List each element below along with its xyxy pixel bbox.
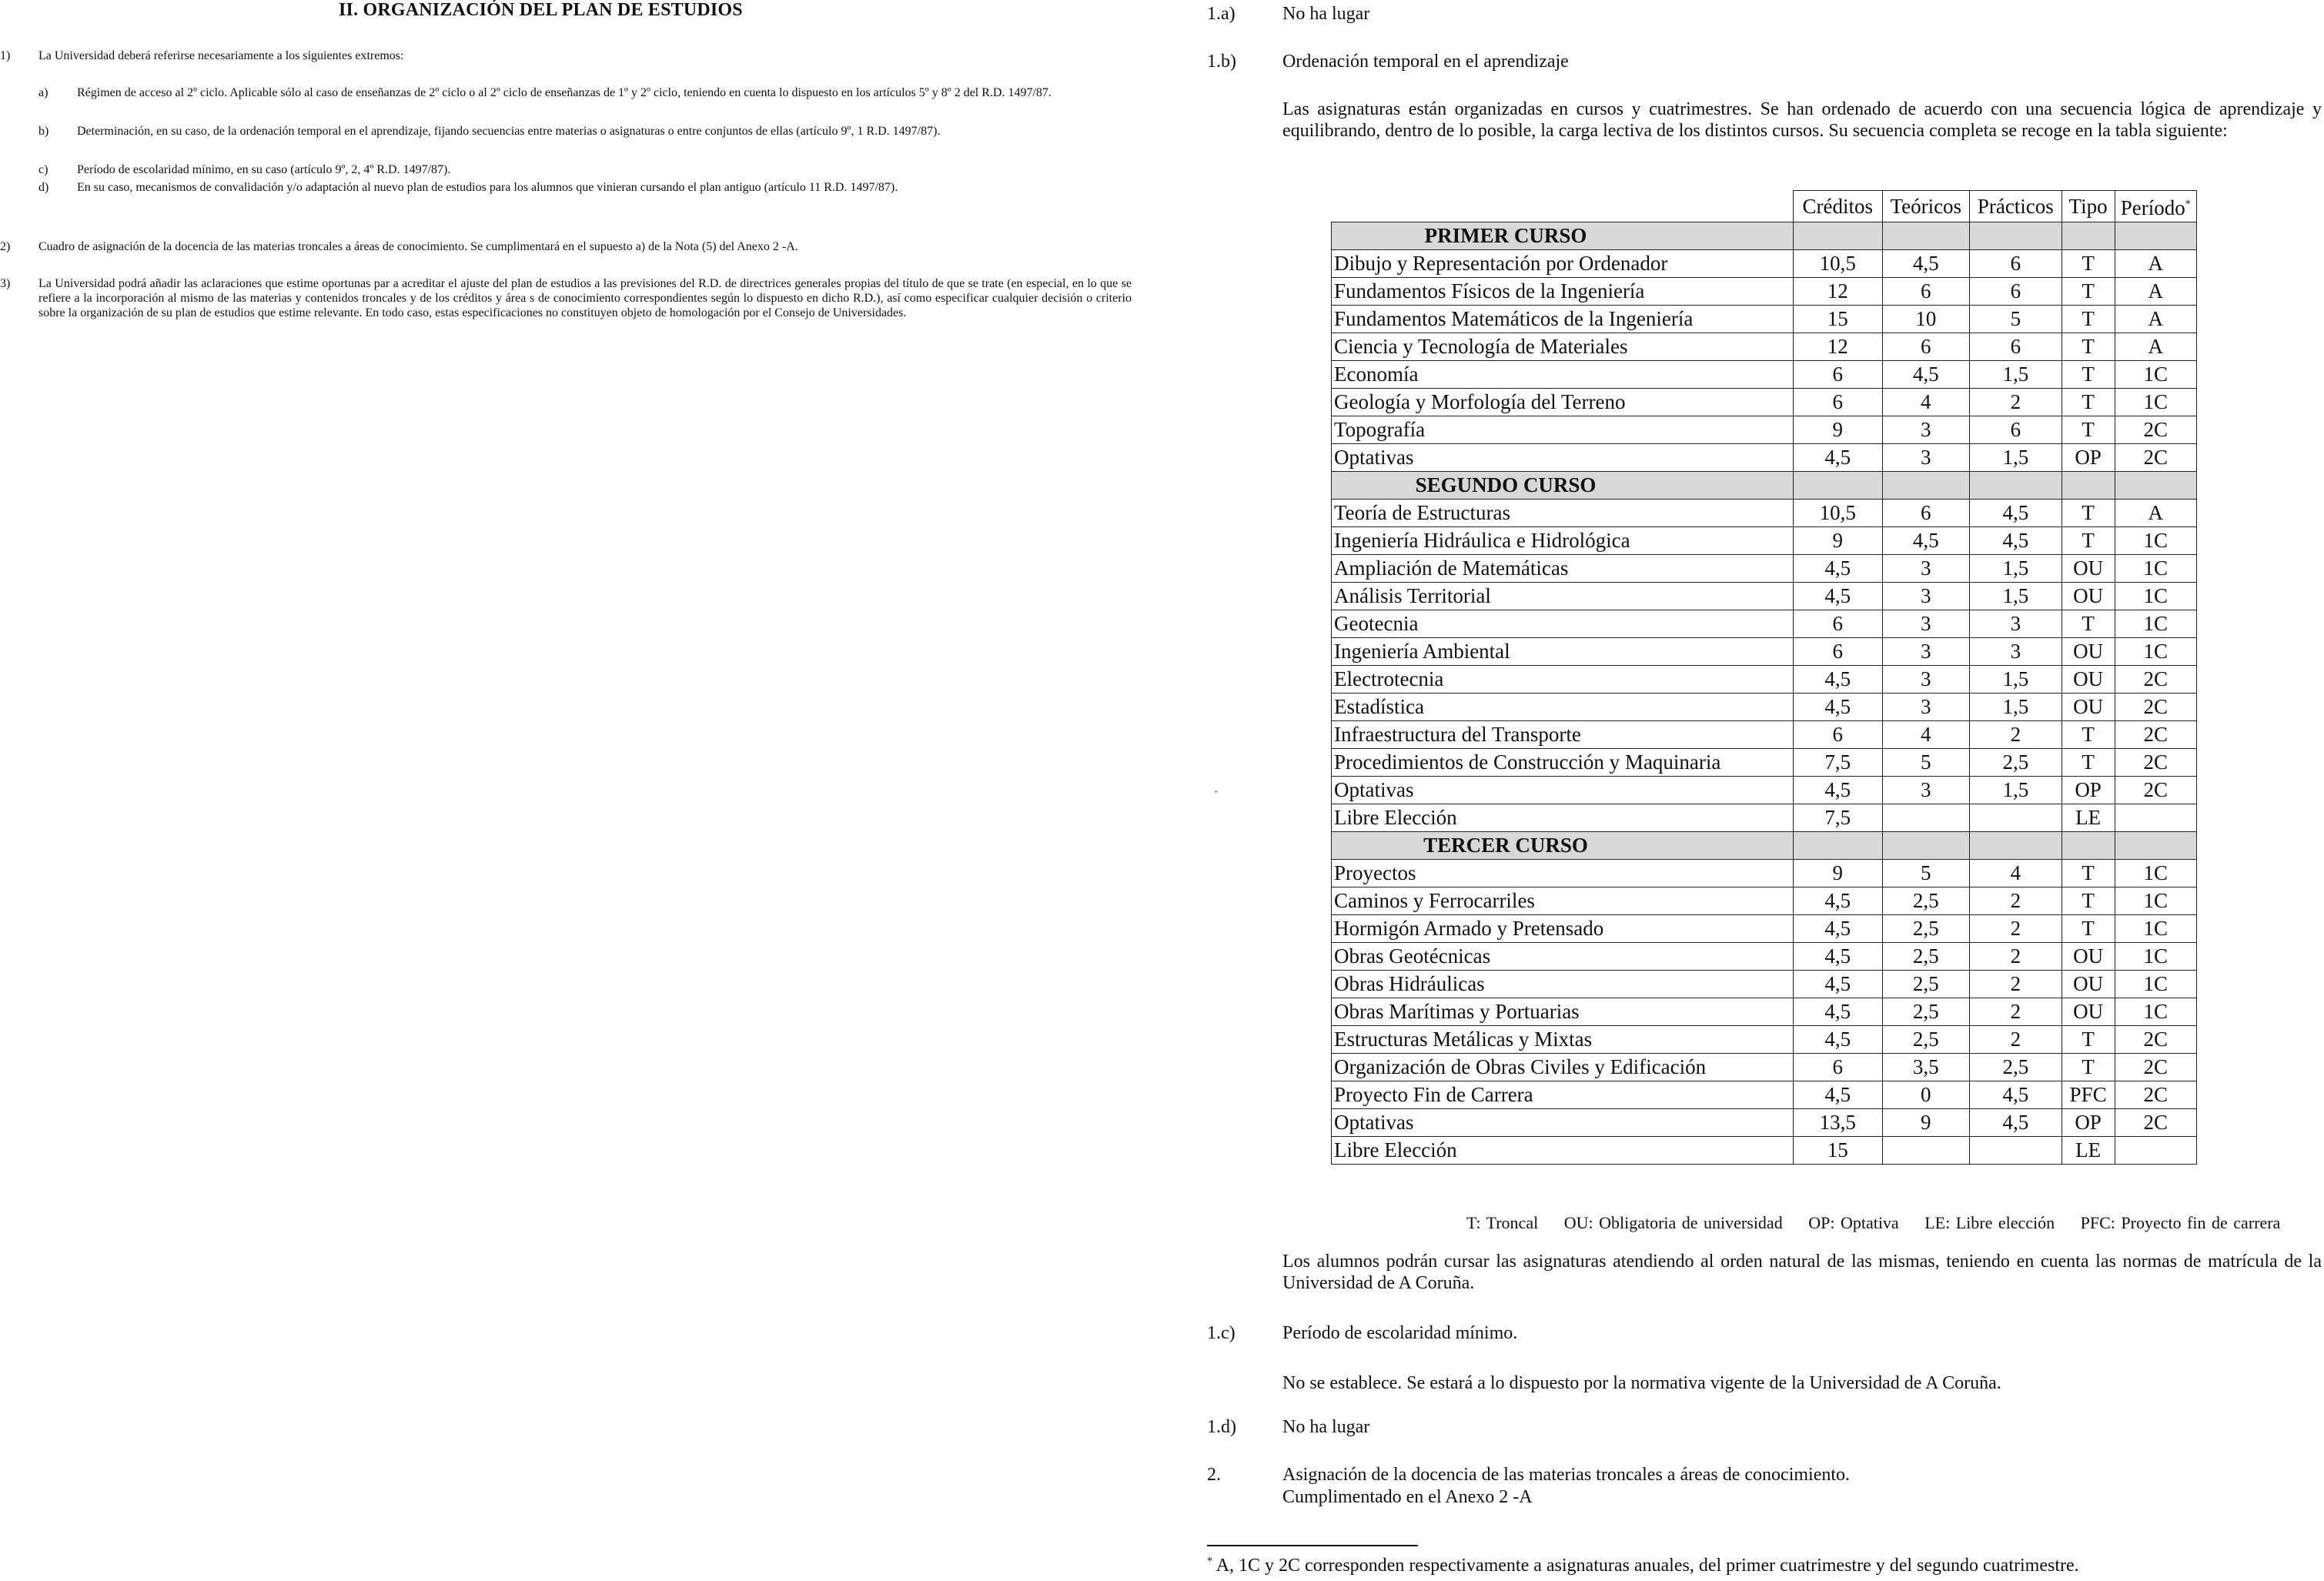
table-cell: 12 [1794, 278, 1883, 306]
table-cell: 4,5 [1882, 527, 1970, 555]
table-cell: 1,5 [1970, 583, 2062, 610]
table-cell: 2,5 [1970, 749, 2062, 777]
table-cell: 4,5 [1794, 583, 1883, 610]
table-row [1332, 278, 2197, 306]
table-cell: 1C [2115, 610, 2196, 638]
section-1a-text: No ha lugar [1282, 4, 1370, 24]
subitem-c-letter: c) [38, 163, 48, 176]
scan-speck [1215, 790, 1217, 793]
table-cell: 4,5 [1794, 971, 1883, 998]
table-cell: 1C [2115, 860, 2196, 887]
table-cell: A [2115, 306, 2196, 333]
table-cell: 1,5 [1970, 777, 2062, 804]
table-cell: 2C [2115, 444, 2196, 472]
table-cell: OP [2062, 1109, 2115, 1137]
table-row [1332, 694, 2197, 721]
table-cell: 2,5 [1882, 943, 1970, 971]
table-cell [2115, 1137, 2196, 1165]
table-cell: 6 [1794, 1054, 1883, 1081]
section-title: SEGUNDO CURSO [1332, 472, 1794, 500]
table-cell: 4,5 [1794, 666, 1883, 694]
note-1-text: La Universidad deberá referirse necesariamente a los siguientes extremos: [38, 49, 404, 62]
table-row [1332, 1137, 2197, 1165]
subject-name-cell: Ingeniería Hidráulica e Hidrológica [1332, 527, 1794, 555]
table-row [1332, 749, 2197, 777]
table-cell: 1C [2115, 389, 2196, 416]
table-cell: 2 [1970, 887, 2062, 915]
section-2-label: 2. [1207, 1465, 1221, 1485]
table-cell: 2 [1970, 998, 2062, 1026]
table-cell: T [2062, 915, 2115, 943]
table-row [1332, 971, 2197, 998]
table-cell: 4 [1882, 721, 1970, 749]
table-row [1332, 915, 2197, 943]
table-cell [1882, 1137, 1970, 1165]
subject-name-cell: Estructuras Metálicas y Mixtas [1332, 1026, 1794, 1054]
table-cell: LE [2062, 1137, 2115, 1165]
table-cell: OU [2062, 998, 2115, 1026]
table-cell: T [2062, 721, 2115, 749]
table-cell: 15 [1794, 1137, 1883, 1165]
table-cell: 2C [2115, 1054, 2196, 1081]
table-section-row [1332, 832, 2197, 860]
table-cell: 2,5 [1882, 998, 1970, 1026]
table-cell: 6 [1794, 610, 1883, 638]
table-cell: 1C [2115, 915, 2196, 943]
table-cell: 1,5 [1970, 444, 2062, 472]
table-row [1332, 1081, 2197, 1109]
table-cell: 1C [2115, 971, 2196, 998]
table-row [1332, 250, 2197, 278]
subject-name-cell: Ampliación de Matemáticas [1332, 555, 1794, 583]
table-cell: T [2062, 361, 2115, 389]
table-cell: 3 [1970, 638, 2062, 666]
table-cell: 3 [1882, 694, 1970, 721]
table-cell: 1C [2115, 998, 2196, 1026]
table-cell: OP [2062, 777, 2115, 804]
table-cell: 2C [2115, 1109, 2196, 1137]
table-cell: A [2115, 500, 2196, 527]
table-cell: 4,5 [1794, 555, 1883, 583]
subject-name-cell: Caminos y Ferrocarriles [1332, 887, 1794, 915]
table-cell: 3,5 [1882, 1054, 1970, 1081]
table-cell: 1C [2115, 361, 2196, 389]
table-row [1332, 444, 2197, 472]
note-3-text: La Universidad podrá añadir las aclaraciones que estime oportunas par a acreditar el ajuste del plan de estudios a las previsiones del R.D. de directrices generales propias del título de que se trate (en especial, en lo que se refiere a la incorporación al mismo de las materias y contenidos troncales y de los créditos y área s de conocimiento correspondientes según lo dispuesto en dicho R.D.), así como especificar cualquier decisión o criterio sobre la organización de su plan de estudios que estime relevante. En todo caso, estas especificaciones no constituyen objeto de homologación por el Consejo de Universidades. [38, 277, 1132, 319]
footnote [1207, 1556, 2079, 1576]
table-cell: 7,5 [1794, 804, 1883, 832]
legend-proyecto-fin: PFC: Proyecto fin de carrera [2080, 1213, 2281, 1232]
table-cell: T [2062, 527, 2115, 555]
table-cell: PFC [2062, 1081, 2115, 1109]
table-row [1332, 1054, 2197, 1081]
table-cell: 2C [2115, 777, 2196, 804]
table-row [1332, 666, 2197, 694]
table-row [1332, 306, 2197, 333]
table-cell: 2C [2115, 749, 2196, 777]
subject-name-cell: Procedimientos de Construcción y Maquinaria [1332, 749, 1794, 777]
table-cell: A [2115, 250, 2196, 278]
subject-name-cell: Libre Elección [1332, 804, 1794, 832]
subject-name-cell: Ciencia y Tecnología de Materiales [1332, 333, 1794, 361]
table-cell: T [2062, 333, 2115, 361]
section-filler-cell [1882, 222, 1970, 250]
section-1b-heading: Ordenación temporal en el aprendizaje [1282, 52, 1569, 72]
section-1c-label: 1.c) [1207, 1323, 1236, 1343]
section-filler-cell [2062, 222, 2115, 250]
table-cell: 6 [1882, 500, 1970, 527]
table-cell: 6 [1970, 333, 2062, 361]
subitem-a-letter: a) [38, 86, 48, 99]
section-filler-cell [1970, 472, 2062, 500]
table-cell: 1,5 [1970, 361, 2062, 389]
table-row [1332, 860, 2197, 887]
note-3-number: 3) [0, 277, 11, 290]
table-cell: 4,5 [1882, 250, 1970, 278]
subject-name-cell: Ingeniería Ambiental [1332, 638, 1794, 666]
section-filler-cell [1794, 472, 1883, 500]
subject-name-cell: Obras Geotécnicas [1332, 943, 1794, 971]
table-cell: 2C [2115, 694, 2196, 721]
table-cell: OU [2062, 638, 2115, 666]
section-filler-cell [1882, 832, 1970, 860]
table-cell: 1C [2115, 638, 2196, 666]
subject-name-cell: Teoría de Estructuras [1332, 500, 1794, 527]
table-row [1332, 416, 2197, 444]
table-cell: 1C [2115, 887, 2196, 915]
table-cell: 2,5 [1882, 915, 1970, 943]
table-cell: 6 [1970, 416, 2062, 444]
table-row [1332, 887, 2197, 915]
subject-name-cell: Hormigón Armado y Pretensado [1332, 915, 1794, 943]
table-cell: 0 [1882, 1081, 1970, 1109]
table-cell: 4,5 [1970, 527, 2062, 555]
table-cell: T [2062, 749, 2115, 777]
subject-name-cell: Proyecto Fin de Carrera [1332, 1081, 1794, 1109]
table-cell: OP [2062, 444, 2115, 472]
table-cell: 4,5 [1794, 887, 1883, 915]
table-header-cell: Créditos [1794, 191, 1883, 222]
note-2-number: 2) [0, 240, 11, 253]
subject-name-cell: Fundamentos Físicos de la Ingeniería [1332, 278, 1794, 306]
table-cell: 10,5 [1794, 500, 1883, 527]
table-cell: 6 [1794, 389, 1883, 416]
table-cell: 4,5 [1794, 1026, 1883, 1054]
subitem-a-text: Régimen de acceso al 2º ciclo. Aplicable sólo al caso de enseñanzas de 2º ciclo o al 2º ciclo de enseñanzas de 1º y 2º ciclo, teniendo en cuenta lo dispuesto en los artículos 5º y 8º 2 del R.D. 1497/87. [77, 86, 1052, 99]
table-cell: 1,5 [1970, 694, 2062, 721]
subject-name-cell: Obras Hidráulicas [1332, 971, 1794, 998]
table-cell: 9 [1794, 416, 1883, 444]
section-filler-cell [1882, 472, 1970, 500]
subject-name-cell: Estadística [1332, 694, 1794, 721]
table-cell: 4,5 [1882, 361, 1970, 389]
table-cell: 2,5 [1882, 971, 1970, 998]
section-1b-paragraph: Las asignaturas están organizadas en cursos y cuatrimestres. Se han ordenado de acuerdo con una secuencia lógica de aprendizaje y equilibrando, dentro de lo posible, la carga lectiva de los distintos cursos. Su secuencia completa se recoge en la tabla siguiente: [1282, 99, 2322, 141]
table-cell [2115, 804, 2196, 832]
footnote-mark: * [1207, 1556, 1212, 1567]
table-row [1332, 527, 2197, 555]
table-cell [1970, 1137, 2062, 1165]
table-cell: 6 [1794, 721, 1883, 749]
table-cell: 9 [1882, 1109, 1970, 1137]
table-cell: 4,5 [1794, 1081, 1883, 1109]
table-row [1332, 804, 2197, 832]
section-filler-cell [2062, 472, 2115, 500]
table-row [1332, 389, 2197, 416]
table-cell: 4,5 [1970, 1081, 2062, 1109]
table-cell: 3 [1882, 666, 1970, 694]
subject-name-cell: Dibujo y Representación por Ordenador [1332, 250, 1794, 278]
table-row [1332, 1109, 2197, 1137]
section-2-line-1: Asignación de la docencia de las materias troncales a áreas de conocimiento. [1282, 1465, 1851, 1485]
section-1d-text: No ha lugar [1282, 1417, 1370, 1437]
table-cell: 4,5 [1794, 777, 1883, 804]
table-cell: 4,5 [1794, 694, 1883, 721]
section-title: PRIMER CURSO [1332, 222, 1794, 250]
table-cell: 2 [1970, 943, 2062, 971]
table-cell: 2 [1970, 389, 2062, 416]
table-cell: 3 [1970, 610, 2062, 638]
table-section-row [1332, 472, 2197, 500]
table-cell: 6 [1882, 333, 1970, 361]
table-cell: 5 [1882, 860, 1970, 887]
table-cell: 4,5 [1794, 943, 1883, 971]
table-section-row [1332, 222, 2197, 250]
section-filler-cell [2062, 832, 2115, 860]
table-cell: 2,5 [1882, 1026, 1970, 1054]
table-cell: 1,5 [1970, 666, 2062, 694]
table-cell: 2C [2115, 416, 2196, 444]
section-1c-heading: Período de escolaridad mínimo. [1282, 1323, 1518, 1343]
subitem-b-text: Determinación, en su caso, de la ordenación temporal en el aprendizaje, fijando secuencias entre materias o asignaturas o entre conjuntos de ellas (artículo 9º, 1 R.D. 1497/87). [77, 125, 941, 138]
section-filler-cell [1970, 222, 2062, 250]
subitem-b-letter: b) [38, 125, 49, 138]
table-cell: T [2062, 1026, 2115, 1054]
subject-name-cell: Economía [1332, 361, 1794, 389]
table-cell: 4,5 [1794, 915, 1883, 943]
section-1b-label: 1.b) [1207, 52, 1236, 72]
subject-name-cell: Optativas [1332, 777, 1794, 804]
table-row [1332, 638, 2197, 666]
table-cell: LE [2062, 804, 2115, 832]
table-cell: 4,5 [1794, 444, 1883, 472]
table-cell: 5 [1882, 749, 1970, 777]
table-cell: 1C [2115, 555, 2196, 583]
study-plan-table-body [1332, 191, 2197, 1165]
table-cell: OU [2062, 971, 2115, 998]
subject-name-cell: Fundamentos Matemáticos de la Ingeniería [1332, 306, 1794, 333]
subject-name-cell: Libre Elección [1332, 1137, 1794, 1165]
table-cell: 4 [1882, 389, 1970, 416]
table-cell: OU [2062, 666, 2115, 694]
subject-name-cell: Geotecnia [1332, 610, 1794, 638]
study-plan-table [1331, 190, 2197, 1165]
table-row [1332, 1026, 2197, 1054]
table-row [1332, 777, 2197, 804]
table-cell: T [2062, 500, 2115, 527]
table-cell: 4,5 [1970, 500, 2062, 527]
table-header-row [1332, 191, 2197, 222]
subject-name-cell: Análisis Territorial [1332, 583, 1794, 610]
table-cell: 2,5 [1882, 887, 1970, 915]
table-cell: A [2115, 278, 2196, 306]
section-1c-paragraph: No se establece. Se estará a lo dispuesto por la normativa vigente de la Universidad de A Coruña. [1282, 1373, 2001, 1393]
subject-name-cell: Electrotecnia [1332, 666, 1794, 694]
table-cell: T [2062, 860, 2115, 887]
table-row [1332, 500, 2197, 527]
table-cell: 3 [1882, 638, 1970, 666]
table-cell: 6 [1794, 638, 1883, 666]
table-cell: 6 [1794, 361, 1883, 389]
legend-libre-eleccion: LE: Libre elección [1924, 1213, 2055, 1232]
section-filler-cell [1794, 832, 1883, 860]
table-cell: 1C [2115, 527, 2196, 555]
table-row [1332, 333, 2197, 361]
table-cell: OU [2062, 943, 2115, 971]
table-cell: 10 [1882, 306, 1970, 333]
header-period-text: Período [2120, 196, 2185, 219]
section-2-line-2: Cumplimentado en el Anexo 2 -A [1282, 1487, 1533, 1507]
table-cell: T [2062, 250, 2115, 278]
after-table-paragraph: Los alumnos podrán cursar las asignaturas atendiendo al orden natural de las mismas, teniendo en cuenta las normas de matrícula de la Universidad de A Coruña. [1282, 1252, 2322, 1293]
subitem-c-text: Período de escolaridad mínimo, en su caso (artículo 9º, 2, 4º R.D. 1497/87). [77, 163, 451, 176]
subject-name-cell: Optativas [1332, 1109, 1794, 1137]
subitem-d-text: En su caso, mecanismos de convalidación y/o adaptación al nuevo plan de estudios para los alumnos que vinieran cursando el plan antiguo (artículo 11 R.D. 1497/87). [77, 181, 898, 194]
table-cell [1970, 804, 2062, 832]
section-title: TERCER CURSO [1332, 832, 1794, 860]
table-cell: 1C [2115, 583, 2196, 610]
table-header-cell: Prácticos [1970, 191, 2062, 222]
legend-obligatoria: OU: Obligatoria de universidad [1563, 1213, 1783, 1232]
table-cell: 12 [1794, 333, 1883, 361]
table-header-cell: Tipo [2062, 191, 2115, 222]
table-cell: T [2062, 278, 2115, 306]
table-cell: 4,5 [1970, 1109, 2062, 1137]
table-cell: T [2062, 306, 2115, 333]
table-cell: 3 [1882, 555, 1970, 583]
table-cell: 15 [1794, 306, 1883, 333]
table-cell: 2 [1970, 915, 2062, 943]
table-cell: 2C [2115, 721, 2196, 749]
table-row [1332, 555, 2197, 583]
table-cell: 9 [1794, 527, 1883, 555]
table-row [1332, 998, 2197, 1026]
table-cell: 2 [1970, 971, 2062, 998]
table-cell: 6 [1882, 278, 1970, 306]
table-cell: 2C [2115, 666, 2196, 694]
subject-name-cell: Organización de Obras Civiles y Edificación [1332, 1054, 1794, 1081]
legend-optativa: OP: Optativa [1808, 1213, 1899, 1232]
footnote-rule [1207, 1545, 1418, 1546]
table-cell: OU [2062, 694, 2115, 721]
note-1-number: 1) [0, 49, 11, 62]
table-cell: 2 [1970, 721, 2062, 749]
section-1d-label: 1.d) [1207, 1417, 1236, 1437]
table-cell: A [2115, 333, 2196, 361]
footnote-reference-mark: * [2185, 199, 2191, 210]
table-cell [1882, 804, 1970, 832]
table-cell: 2C [2115, 1081, 2196, 1109]
table-cell: 3 [1882, 777, 1970, 804]
table-cell: T [2062, 416, 2115, 444]
table-cell: 3 [1882, 444, 1970, 472]
table-cell: 3 [1882, 583, 1970, 610]
subitem-d-letter: d) [38, 181, 49, 194]
table-cell: 2 [1970, 1026, 2062, 1054]
table-row [1332, 610, 2197, 638]
table-row [1332, 943, 2197, 971]
subject-name-cell: Optativas [1332, 444, 1794, 472]
footnote-text: A, 1C y 2C corresponden respectivamente a asignaturas anuales, del primer cuatrimestre y del segundo cuatrimestre. [1216, 1556, 2079, 1576]
table-cell: 1,5 [1970, 555, 2062, 583]
table-row [1332, 721, 2197, 749]
table-cell: 10,5 [1794, 250, 1883, 278]
section-filler-cell [1794, 222, 1883, 250]
table-row [1332, 583, 2197, 610]
table-cell: T [2062, 610, 2115, 638]
table-cell: 2C [2115, 1026, 2196, 1054]
table-cell: 1C [2115, 943, 2196, 971]
table-cell: 3 [1882, 416, 1970, 444]
section-1a-label: 1.a) [1207, 4, 1236, 24]
legend-troncal: T: Troncal [1466, 1213, 1539, 1232]
table-cell: 13,5 [1794, 1109, 1883, 1137]
table-cell: 4,5 [1794, 998, 1883, 1026]
table-cell: 6 [1970, 250, 2062, 278]
table-cell: 3 [1882, 610, 1970, 638]
table-cell: 4 [1970, 860, 2062, 887]
section-filler-cell [2115, 832, 2196, 860]
section-filler-cell [2115, 472, 2196, 500]
table-row [1332, 361, 2197, 389]
table-cell: T [2062, 389, 2115, 416]
table-cell: 5 [1970, 306, 2062, 333]
table-cell: OU [2062, 555, 2115, 583]
table-legend [1466, 1213, 2300, 1233]
subject-name-cell: Proyectos [1332, 860, 1794, 887]
left-page-title: II. ORGANIZACIÓN DEL PLAN DE ESTUDIOS [339, 0, 743, 20]
table-cell: T [2062, 887, 2115, 915]
table-cell: OU [2062, 583, 2115, 610]
note-2-text: Cuadro de asignación de la docencia de las materias troncales a áreas de conocimiento. Se cumplimentará en el supuesto a) de la Nota (5) del Anexo 2 -A. [38, 240, 798, 253]
table-header-blank [1332, 191, 1794, 222]
table-cell: 2,5 [1970, 1054, 2062, 1081]
table-cell: 9 [1794, 860, 1883, 887]
subject-name-cell: Topografía [1332, 416, 1794, 444]
subject-name-cell: Geología y Morfología del Terreno [1332, 389, 1794, 416]
section-filler-cell [1970, 832, 2062, 860]
table-header-cell: Teóricos [1882, 191, 1970, 222]
section-filler-cell [2115, 222, 2196, 250]
table-header-cell [2115, 191, 2196, 222]
table-cell: 6 [1970, 278, 2062, 306]
table-cell: T [2062, 1054, 2115, 1081]
subject-name-cell: Obras Marítimas y Portuarias [1332, 998, 1794, 1026]
table-cell: 7,5 [1794, 749, 1883, 777]
subject-name-cell: Infraestructura del Transporte [1332, 721, 1794, 749]
